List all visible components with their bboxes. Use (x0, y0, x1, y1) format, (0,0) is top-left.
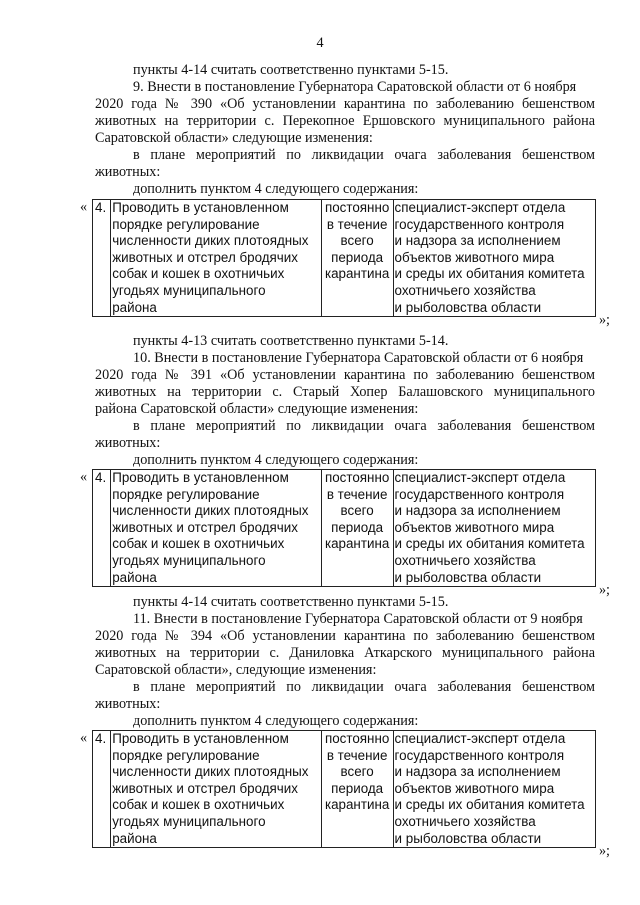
term-cell (321, 470, 393, 587)
plan-line: в плане мероприятий по ликвидации очага заболевания бешенством (133, 418, 595, 434)
responsible-cell (393, 470, 595, 587)
plan-table (92, 469, 596, 587)
action-line: численности диких плотоядных (112, 233, 309, 249)
responsible-line: объектов животного мира (394, 780, 555, 796)
quote-open: « (80, 730, 88, 746)
term-line: постоянно (324, 200, 390, 215)
responsible-cell (393, 731, 595, 848)
quote-close: »; (598, 312, 610, 328)
responsible-line: охотничьего хозяйства (394, 552, 536, 568)
action-line: животных и отстрел бродячих (112, 519, 298, 535)
term-line: постоянно (324, 470, 390, 485)
plan-table (92, 199, 596, 317)
responsible-cell (393, 200, 595, 317)
responsible-line: государственного контроля (394, 216, 565, 232)
intro-line: 10. Внести в постановление Губернатора Саратовской области от 6 ноября (133, 350, 584, 366)
action-line: Проводить в установленном (112, 200, 289, 215)
intro-line: Саратовской области» следующие изменения: (95, 130, 373, 146)
plan-line: животных: (95, 164, 161, 180)
term-line: всего (340, 503, 374, 519)
term-line: карантина (324, 266, 390, 282)
supplement-line: дополнить пунктом 4 следующего содержания: (133, 181, 419, 197)
action-line: угодьях муниципального (112, 813, 266, 829)
plan-line: в плане мероприятий по ликвидации очага заболевания бешенством (133, 147, 595, 163)
responsible-line: специалист-эксперт отдела (394, 200, 566, 215)
action-line: района (112, 569, 157, 585)
table-row (93, 470, 596, 587)
responsible-line: и рыболовства области (394, 299, 542, 315)
action-line: порядке регулирование (112, 747, 260, 763)
action-line: собак и кошек в охотничьих (112, 536, 285, 552)
page-number: 4 (316, 35, 324, 51)
quote-open: « (80, 469, 88, 485)
intro-line: 11. Внести в постановление Губернатора Саратовской области от 9 ноября (133, 611, 583, 627)
action-cell (111, 470, 322, 587)
term-line: карантина (324, 536, 390, 552)
action-line: порядке регулирование (112, 216, 260, 232)
pre-note: пункты 4-14 считать соответственно пунктами 5-15. (133, 594, 449, 610)
quote-close: »; (598, 582, 610, 598)
intro-line: района Саратовской области» следующие изменения: (95, 401, 419, 417)
responsible-line: и надзора за исполнением (394, 764, 561, 780)
action-cell (111, 200, 322, 317)
intro-line: 2020 года № 394 «Об установлении карантина по заболеванию бешенством (95, 628, 595, 644)
action-line: животных и отстрел бродячих (112, 780, 298, 796)
plan-table-block (80, 469, 610, 597)
term-line: периода (331, 519, 384, 535)
intro-line: Саратовской области», следующие изменения: (95, 662, 377, 678)
intro-line: 9. Внести в постановление Губернатора Саратовской области от 6 ноября (133, 79, 577, 95)
term-cell (321, 731, 393, 848)
supplement-line: дополнить пунктом 4 следующего содержания: (133, 452, 419, 468)
responsible-line: и среды их обитания комитета (394, 797, 585, 813)
term-line: карантина (324, 797, 390, 813)
responsible-line: государственного контроля (394, 747, 565, 763)
action-line: района (112, 830, 157, 846)
row-number: 4. (93, 200, 111, 317)
quote-open: « (80, 199, 88, 215)
responsible-line: охотничьего хозяйства (394, 282, 536, 298)
action-line: собак и кошек в охотничьих (112, 266, 285, 282)
intro-line: животных на территории с. Старый Хопер Балашовского муниципального (95, 384, 595, 400)
responsible-line: охотничьего хозяйства (394, 813, 536, 829)
intro-line: животных на территории с. Перекопное Ершовского муниципального района (95, 113, 595, 129)
responsible-line: и надзора за исполнением (394, 503, 561, 519)
responsible-line: и среды их обитания комитета (394, 266, 585, 282)
intro-line: 2020 года № 390 «Об установлении карантина по заболеванию бешенством (95, 96, 595, 112)
row-number: 4. (93, 470, 111, 587)
action-line: животных и отстрел бродячих (112, 249, 298, 265)
action-line: угодьях муниципального (112, 552, 266, 568)
action-cell (111, 731, 322, 848)
responsible-line: объектов животного мира (394, 519, 555, 535)
action-line: порядке регулирование (112, 486, 260, 502)
table-row (93, 731, 596, 848)
action-line: собак и кошек в охотничьих (112, 797, 285, 813)
term-line: постоянно (324, 731, 390, 746)
term-line: всего (340, 764, 374, 780)
plan-line: в плане мероприятий по ликвидации очага заболевания бешенством (133, 679, 595, 695)
plan-table (92, 730, 596, 848)
plan-table-block (80, 730, 610, 858)
action-line: угодьях муниципального (112, 282, 266, 298)
responsible-line: и рыболовства области (394, 569, 542, 585)
term-line: в течение (326, 216, 388, 232)
responsible-line: объектов животного мира (394, 249, 555, 265)
term-line: периода (331, 249, 384, 265)
responsible-line: и рыболовства области (394, 830, 542, 846)
intro-line: 2020 года № 391 «Об установлении карантина по заболеванию бешенством (95, 367, 595, 383)
term-line: в течение (326, 747, 388, 763)
term-line: периода (331, 780, 384, 796)
action-line: численности диких плотоядных (112, 503, 309, 519)
action-line: района (112, 299, 157, 315)
responsible-line: и среды их обитания комитета (394, 536, 585, 552)
supplement-line: дополнить пунктом 4 следующего содержания: (133, 713, 419, 729)
term-line: в течение (326, 486, 388, 502)
term-cell (321, 200, 393, 317)
pre-note: пункты 4-13 считать соответственно пунктами 5-14. (133, 333, 449, 349)
action-line: Проводить в установленном (112, 470, 289, 485)
responsible-line: специалист-эксперт отдела (394, 731, 566, 746)
intro-line: животных на территории с. Даниловка Аткарского муниципального района (95, 645, 595, 661)
responsible-line: специалист-эксперт отдела (394, 470, 566, 485)
term-line: всего (340, 233, 374, 249)
pre-note: пункты 4-14 считать соответственно пунктами 5-15. (133, 62, 449, 78)
responsible-line: государственного контроля (394, 486, 565, 502)
action-line: численности диких плотоядных (112, 764, 309, 780)
table-row (93, 200, 596, 317)
responsible-line: и надзора за исполнением (394, 233, 561, 249)
quote-close: »; (598, 843, 610, 859)
plan-line: животных: (95, 435, 161, 451)
action-line: Проводить в установленном (112, 731, 289, 746)
row-number: 4. (93, 731, 111, 848)
plan-table-block (80, 199, 610, 327)
plan-line: животных: (95, 696, 161, 712)
